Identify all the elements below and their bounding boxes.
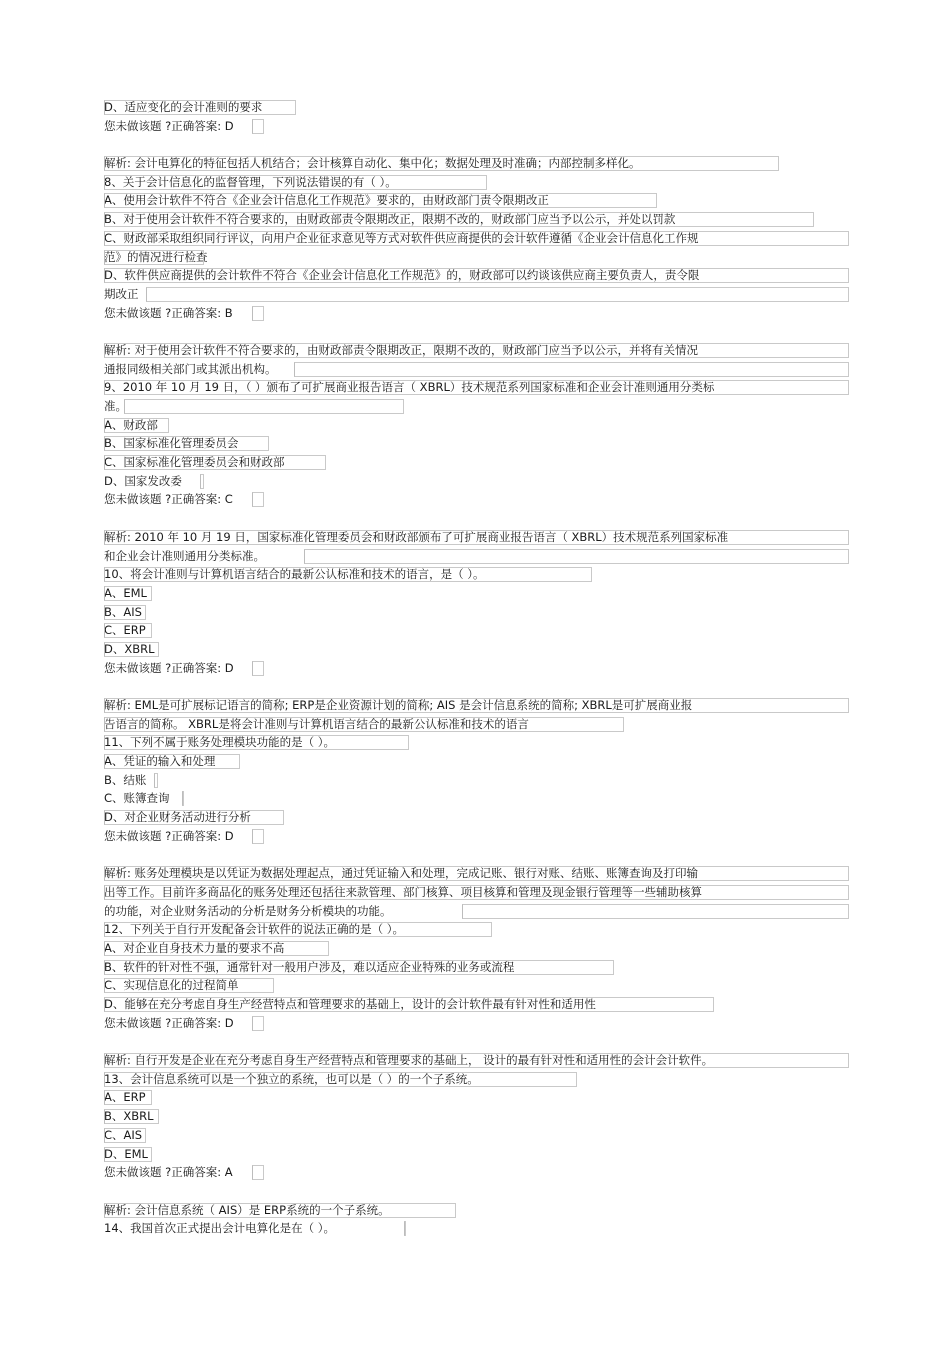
text-line bbox=[104, 902, 854, 921]
text-line bbox=[104, 360, 854, 379]
line-frame bbox=[146, 287, 849, 302]
line-text: 14、我国首次正式提出会计电算化是在（ ）。 bbox=[104, 1221, 336, 1236]
line-text: 期改正 bbox=[104, 286, 139, 301]
text-line bbox=[104, 958, 854, 977]
text-line bbox=[104, 733, 854, 752]
line-text: C、ERP bbox=[104, 623, 146, 638]
line-text: A、对企业自身技术力量的要求不高 bbox=[104, 940, 285, 955]
text-line bbox=[104, 603, 854, 622]
line-frame bbox=[200, 474, 204, 489]
text-line bbox=[104, 808, 854, 827]
text-line bbox=[104, 696, 854, 715]
text-line bbox=[104, 1070, 854, 1089]
text-line bbox=[104, 771, 854, 790]
line-text: 解析: 对于使用会计软件不符合要求的，由财政部责令限期改正，限期不改的，财政部门应当予以公示，并将有关情况 bbox=[104, 342, 699, 357]
line-text: A、EML bbox=[104, 585, 147, 600]
line-text: C、财政部采取组织同行评议，向用户企业征求意见等方式对软件供应商提供的会计软件遵循《企业会计信息化工作规 bbox=[104, 230, 699, 245]
text-line bbox=[104, 490, 854, 509]
text-line bbox=[104, 266, 854, 285]
text-line bbox=[104, 1088, 854, 1107]
line-frame bbox=[304, 549, 849, 564]
line-text: 的功能，对企业财务活动的分析是财务分析模块的功能。 bbox=[104, 903, 392, 918]
line-text: 解析: 会计电算化的特征包括人机结合；会计核算自动化、集中化；数据处理及时准确；内部控制多样化。 bbox=[104, 156, 641, 171]
text-line bbox=[104, 640, 854, 659]
line-text: 9、2010 年 10 月 19 日，（ ）颁布了可扩展商业报告语言（ XBRL）技术规范系列国家标准和企业会计准则通用分类标 bbox=[104, 380, 715, 395]
line-text: 您未做该题 ?正确答案: A bbox=[104, 1165, 233, 1180]
line-text: 解析: 自行开发是企业在充分考虑自身生产经营特点和管理要求的基础上， 设计的最有针对性和适用性的会计会计软件。 bbox=[104, 1053, 714, 1068]
text-line bbox=[104, 341, 854, 360]
line-frame bbox=[154, 773, 158, 788]
text-line bbox=[104, 378, 854, 397]
text-line bbox=[104, 1145, 854, 1164]
line-frame bbox=[252, 119, 264, 134]
line-text: B、AIS bbox=[104, 604, 142, 619]
line-text: D、国家发改委 bbox=[104, 473, 182, 488]
line-text: 解析: 2010 年 10 月 19 日，国家标准化管理委员会和财政部颁布了可扩展商业报告语言（ XBRL）技术规范系列国家标准 bbox=[104, 529, 729, 544]
line-text: C、账簿查询 bbox=[104, 791, 170, 806]
line-text: D、对企业财务活动进行分析 bbox=[104, 810, 251, 825]
line-frame bbox=[252, 1016, 264, 1031]
blank-line bbox=[104, 509, 854, 528]
text-line bbox=[104, 98, 854, 117]
text-line bbox=[104, 752, 854, 771]
line-text: D、适应变化的会计准则的要求 bbox=[104, 100, 263, 114]
line-frame bbox=[404, 1221, 406, 1236]
text-line bbox=[104, 939, 854, 958]
text-line bbox=[104, 304, 854, 323]
line-text: B、结账 bbox=[104, 772, 147, 787]
line-frame bbox=[252, 829, 264, 844]
line-text: 您未做该题 ?正确答案: D bbox=[104, 828, 234, 843]
line-frame bbox=[294, 362, 849, 377]
text-line bbox=[104, 565, 854, 584]
text-line bbox=[104, 1107, 854, 1126]
line-text: D、软件供应商提供的会计软件不符合《企业会计信息化工作规范》的，财政部可以约谈该供应商主要负责人，责令限 bbox=[104, 268, 700, 283]
text-line bbox=[104, 1051, 854, 1070]
blank-line bbox=[104, 322, 854, 341]
line-frame bbox=[182, 791, 184, 806]
line-text: 通报同级相关部门或其派出机构。 bbox=[104, 361, 277, 376]
text-line bbox=[104, 883, 854, 902]
text-line bbox=[104, 210, 854, 229]
line-text: 11、下列不属于账务处理模块功能的是（ ）。 bbox=[104, 735, 336, 750]
blank-line bbox=[104, 677, 854, 696]
text-line bbox=[104, 117, 854, 136]
line-text: 您未做该题 ?正确答案: C bbox=[104, 492, 233, 507]
text-line bbox=[104, 191, 854, 210]
text-line bbox=[104, 995, 854, 1014]
line-text: A、ERP bbox=[104, 1090, 146, 1105]
text-line bbox=[104, 715, 854, 734]
line-text: D、能够在充分考虑自身生产经营特点和管理要求的基础上，设计的会计软件最有针对性和适用性 bbox=[104, 997, 596, 1011]
text-line bbox=[104, 976, 854, 995]
document-body bbox=[104, 98, 854, 1238]
line-text: B、XBRL bbox=[104, 1109, 154, 1124]
text-line bbox=[104, 1163, 854, 1182]
text-line bbox=[104, 416, 854, 435]
line-text: 和企业会计准则通用分类标准。 bbox=[104, 548, 265, 563]
text-line bbox=[104, 789, 854, 808]
line-text: 您未做该题 ?正确答案: D bbox=[104, 660, 234, 675]
blank-line bbox=[104, 1182, 854, 1201]
blank-line bbox=[104, 135, 854, 154]
line-text: 10、将会计准则与计算机语言结合的最新公认标准和技术的语言，是（ ）。 bbox=[104, 567, 485, 582]
text-line bbox=[104, 528, 854, 547]
line-frame bbox=[252, 492, 264, 507]
line-text: B、国家标准化管理委员会 bbox=[104, 436, 239, 451]
text-line bbox=[104, 1126, 854, 1145]
line-text: D、EML bbox=[104, 1146, 148, 1161]
text-line bbox=[104, 248, 854, 267]
line-text: 您未做该题 ?正确答案: D bbox=[104, 118, 234, 133]
text-line bbox=[104, 547, 854, 566]
text-line bbox=[104, 285, 854, 304]
line-text: A、凭证的输入和处理 bbox=[104, 754, 216, 769]
blank-line bbox=[104, 1032, 854, 1051]
line-text: 8、关于会计信息化的监督管理，下列说法错误的有（ ）。 bbox=[104, 174, 397, 189]
line-text: 解析: EML是可扩展标记语言的简称; ERP是企业资源计划的简称; AIS 是会计信息系统的简称; XBRL是可扩展商业报 bbox=[104, 698, 693, 712]
line-frame bbox=[124, 399, 404, 414]
line-frame bbox=[462, 904, 849, 919]
line-text: C、实现信息化的过程简单 bbox=[104, 978, 239, 993]
text-line bbox=[104, 621, 854, 640]
text-line bbox=[104, 173, 854, 192]
text-line bbox=[104, 472, 854, 491]
line-text: 您未做该题 ?正确答案: B bbox=[104, 305, 233, 320]
text-line bbox=[104, 154, 854, 173]
text-line bbox=[104, 434, 854, 453]
text-line bbox=[104, 584, 854, 603]
line-frame bbox=[252, 661, 264, 676]
text-line bbox=[104, 453, 854, 472]
line-text: 13、会计信息系统可以是一个独立的系统，也可以是（ ）的一个子系统。 bbox=[104, 1071, 479, 1086]
line-text: A、使用会计软件不符合《企业会计信息化工作规范》要求的，由财政部门责令限期改正 bbox=[104, 193, 549, 208]
line-frame bbox=[252, 306, 264, 321]
line-text: C、AIS bbox=[104, 1127, 143, 1142]
line-text: B、对于使用会计软件不符合要求的，由财政部责令限期改正，限期不改的，财政部门应当予以公示，并处以罚款 bbox=[104, 212, 676, 227]
line-text: 范》的情况进行检查 bbox=[104, 249, 208, 264]
blank-line bbox=[104, 846, 854, 865]
text-line bbox=[104, 229, 854, 248]
text-line bbox=[104, 1201, 854, 1220]
line-text: 您未做该题 ?正确答案: D bbox=[104, 1015, 234, 1030]
line-text: D、XBRL bbox=[104, 641, 155, 656]
text-line bbox=[104, 659, 854, 678]
line-text: 解析: 账务处理模块是以凭证为数据处理起点，通过凭证输入和处理，完成记账、银行对账、结账、账簿查询及打印输 bbox=[104, 866, 699, 881]
text-line bbox=[104, 920, 854, 939]
line-text: C、国家标准化管理委员会和财政部 bbox=[104, 455, 285, 470]
line-text: 告语言的简称。 XBRL是将会计准则与计算机语言结合的最新公认标准和技术的语言 bbox=[104, 716, 529, 731]
text-line bbox=[104, 827, 854, 846]
text-line bbox=[104, 864, 854, 883]
line-text: A、财政部 bbox=[104, 417, 158, 432]
line-text: 准。 bbox=[104, 399, 127, 413]
text-line bbox=[104, 1014, 854, 1033]
line-text: B、软件的针对性不强，通常针对一般用户涉及，难以适应企业特殊的业务或流程 bbox=[104, 959, 515, 974]
text-line bbox=[104, 1219, 854, 1238]
line-text: 12、下列关于自行开发配备会计软件的说法正确的是（ ）。 bbox=[104, 922, 405, 937]
line-text: 出等工作。目前许多商品化的账务处理还包括往来款管理、部门核算、项目核算和管理及现金银行管理等一些辅助核算 bbox=[104, 884, 702, 899]
line-frame bbox=[252, 1165, 264, 1180]
line-text: 解析: 会计信息系统（ AIS）是 ERP系统的一个子系统。 bbox=[104, 1202, 390, 1217]
text-line bbox=[104, 397, 854, 416]
